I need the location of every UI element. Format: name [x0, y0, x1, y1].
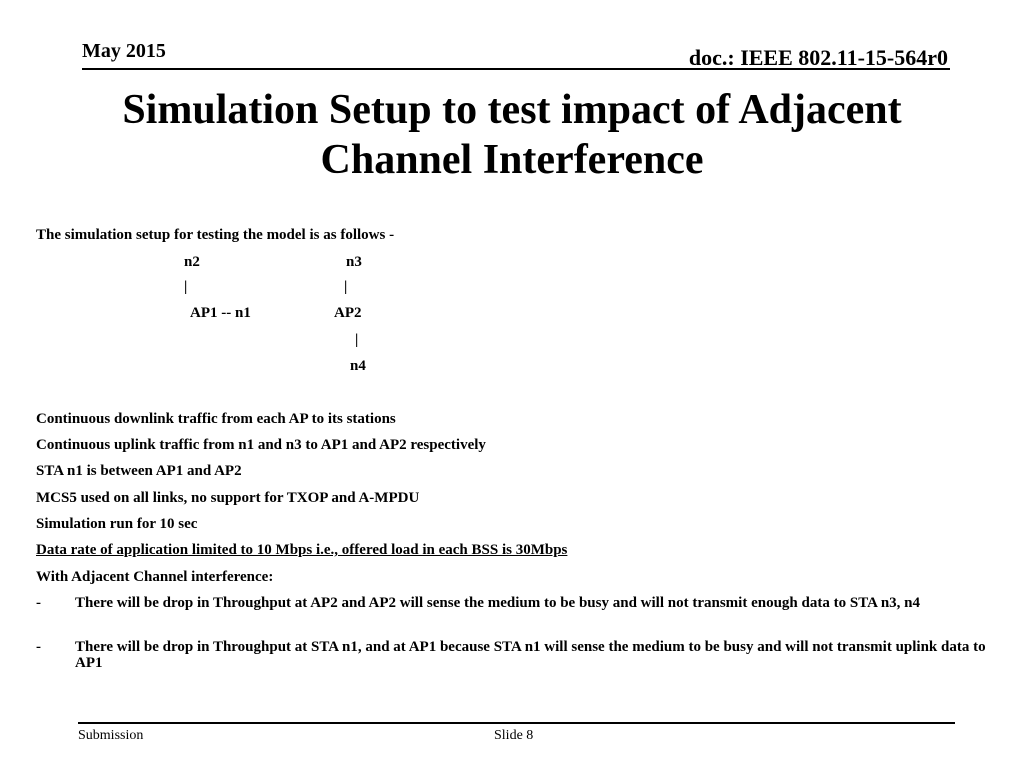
header-divider — [82, 68, 950, 70]
point-4: MCS5 used on all links, no support for TXOP and A-MPDU — [36, 490, 420, 506]
bullet-marker-1: - — [36, 595, 41, 611]
point-7: With Adjacent Channel interference: — [36, 569, 274, 585]
footer-submission: Submission — [78, 728, 144, 743]
point-3: STA n1 is between AP1 and AP2 — [36, 463, 242, 479]
header-date: May 2015 — [82, 40, 166, 62]
point-1: Continuous downlink traffic from each AP to its stations — [36, 411, 396, 427]
footer-slide-number: Slide 8 — [494, 728, 534, 743]
footer-divider — [78, 722, 955, 724]
node-ap2: AP2 — [334, 305, 362, 321]
intro-text: The simulation setup for testing the model is as follows - — [36, 227, 395, 243]
slide-title — [0, 85, 1024, 185]
point-5: Simulation run for 10 sec — [36, 516, 198, 532]
bullet-text-1: There will be drop in Throughput at AP2 and AP2 will sense the medium to be busy and will not transmit enough data to STA n3, n4 — [75, 595, 921, 611]
point-2: Continuous uplink traffic from n1 and n3 to AP1 and AP2 respectively — [36, 437, 486, 453]
bullet-text-2: There will be drop in Throughput at STA n1, and at AP1 because STA n1 will sense the medium to be busy and will not transmit uplink data to AP1 — [75, 639, 986, 671]
node-n3: n3 — [346, 254, 362, 270]
point-6: Data rate of application limited to 10 Mbps i.e., offered load in each BSS is 30Mbps — [36, 542, 568, 558]
link-n2-ap1: | — [184, 279, 188, 295]
link-n3-ap2: | — [344, 279, 348, 295]
node-n4: n4 — [350, 358, 366, 374]
header-doc-id: doc.: IEEE 802.11-15-564r0 — [688, 45, 948, 70]
node-ap1-n1: AP1 -- n1 — [190, 305, 251, 321]
bullet-marker-2: - — [36, 639, 41, 655]
slide-title-line-2: Channel Interference — [320, 137, 704, 183]
link-ap2-n4: | — [355, 332, 359, 348]
node-n2: n2 — [184, 254, 200, 270]
slide-title-line-1: Simulation Setup to test impact of Adjacent — [122, 87, 902, 133]
